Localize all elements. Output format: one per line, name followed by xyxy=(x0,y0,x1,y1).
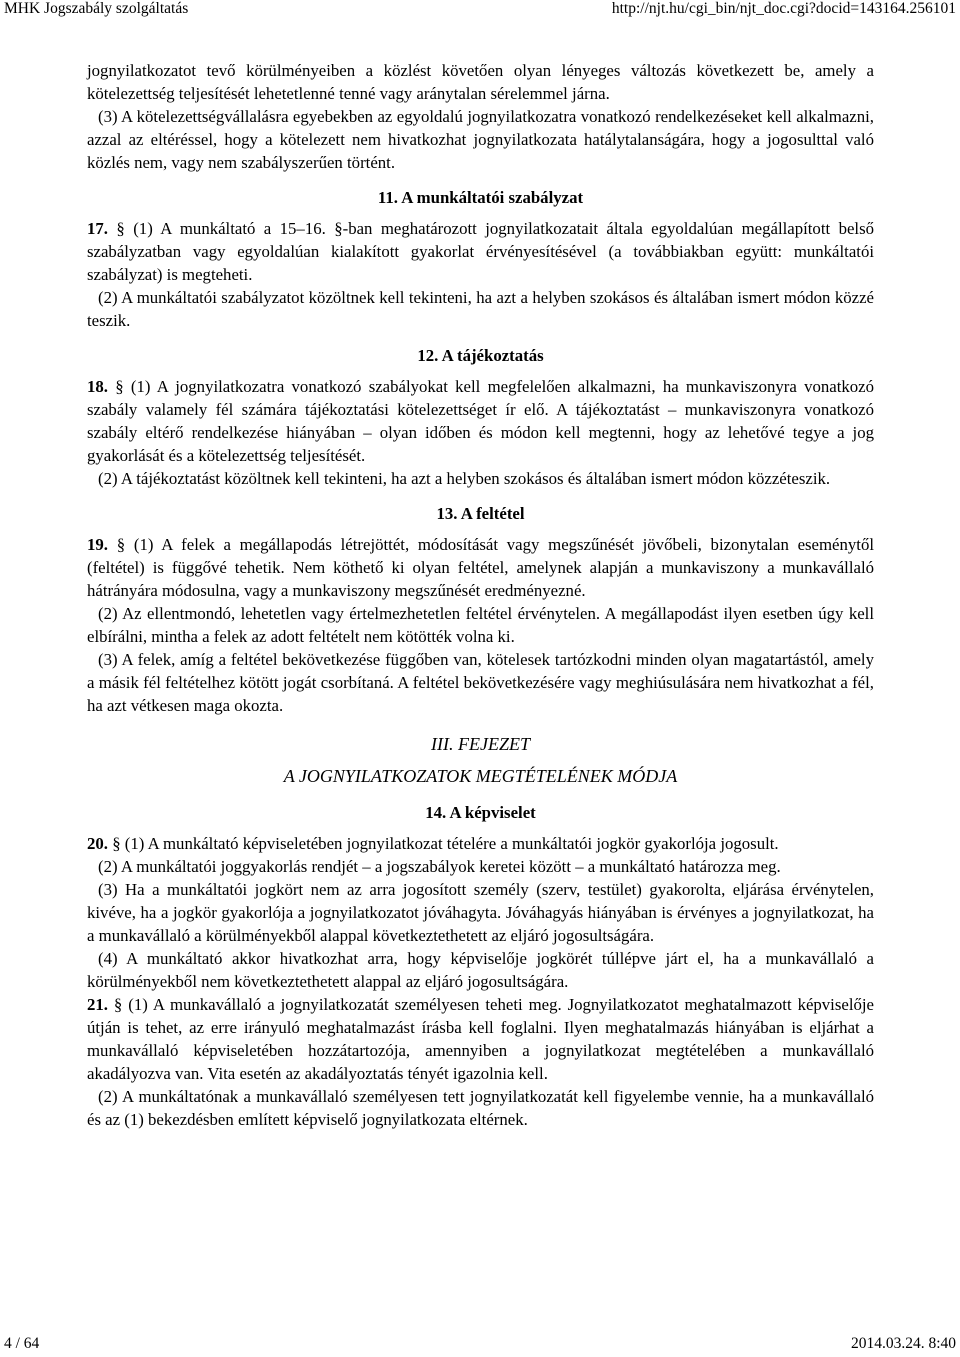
section-heading: 12. A tájékoztatás xyxy=(417,346,544,365)
paragraph: (4) A munkáltató akkor hivatkozhat arra, hogy képviselője jogkörét túllépve járt el, ha a munkavállaló a körülményekből nem következtethetett alappal az eljáró jogosultságára. xyxy=(87,949,874,991)
paragraph-text: § (1) A jognyilatkozatra vonatkozó szabályokat kell megfelelően alkalmazni, ha munkaviszonyra vonatkozó szabály valamely fél számára tájékoztatási kötelezettséget ír elő. A tájékoztatást – munkaviszonyra vonatkozó szabály eltérő rendelkezése hiányában – olyan időben és módon kell megtenni, hogy az lehetővé tegye a jog gyakorlását és a kötelezettség teljesítését. xyxy=(87,377,874,465)
section-number: 21. xyxy=(87,995,108,1014)
paragraph: (2) Az ellentmondó, lehetetlen vagy értelmezhetetlen feltétel érvénytelen. A megállapodást ilyen esetben úgy kell elbírálni, mintha a felek az adott feltételt nem kötötték volna ki. xyxy=(87,604,874,646)
section-heading: 11. A munkáltatói szabályzat xyxy=(377,188,584,207)
paragraph: (2) A munkáltatói szabályzatot közöltnek kell tekinteni, ha azt a helyben szokásos és általában ismert módon közzé teszik. xyxy=(87,288,874,330)
section-number: 20. xyxy=(87,834,108,853)
document-body xyxy=(87,59,874,1131)
paragraph xyxy=(87,832,874,855)
page-footer xyxy=(4,1335,956,1357)
paragraph xyxy=(87,993,874,1085)
header-url: http://njt.hu/cgi_bin/njt_doc.cgi?docid=143164.256101 xyxy=(611,0,956,17)
paragraph: (2) A munkáltatói joggyakorlás rendjét – a jogszabályok keretei között – a munkáltató határozza meg. xyxy=(98,857,781,876)
section-number: 18. xyxy=(87,377,108,396)
paragraph-text: § (1) A felek a megállapodás létrejöttét, módosítását vagy megszűnését jövőbeli, bizonytalan eseménytől (feltétel) is függővé tehetik. Nem köthető ki olyan feltétel, amelynek alapján a munkaviszony a munkavállaló hátrányára módosulna, vagy a munkaviszony megszűnését eredményezné. xyxy=(87,535,875,600)
paragraph: (3) A felek, amíg a feltétel bekövetkezése függőben van, kötelesek tartózkodni minden olyan magatartástól, amely a másik fél feltételhez kötött jogát csorbítaná. A feltétel bekövetkezésére vagy meghiúsulására nem hivatkozhat a fél, ha azt vétkesen maga okozta. xyxy=(87,650,874,715)
section-number: 17. xyxy=(87,219,108,238)
section-heading: 13. A feltétel xyxy=(436,504,525,523)
paragraph: (3) Ha a munkáltatói jogkört nem az arra jogosított személy (szerv, testület) gyakorolta, eljárása érvénytelen, kivéve, ha a jogkör gyakorlója a jognyilatkozatot jóváhagyta. Jóváhagyás hiányában is érvényes a jognyilatkozat, ha a munkavállaló a körülményekből alappal következtethetett az eljáró jogosultságára. xyxy=(87,880,874,945)
page-number: 4 / 64 xyxy=(4,1335,40,1352)
paragraph-text: § (1) A munkáltató képviseletében jognyilatkozat tételére a munkáltatói jogkör gyakorlója jogosult. xyxy=(112,834,779,853)
chapter-title: A JOGNYILATKOZATOK MEGTÉTELÉNEK MÓDJA xyxy=(283,766,678,786)
header-source: MHK Jogszabály szolgáltatás xyxy=(4,0,189,17)
paragraph: (2) A munkáltatónak a munkavállaló személyesen tett jognyilatkozatát kell figyelembe vennie, ha a munkavállaló és az (1) bekezdésben említett képviselő jognyilatkozata eltérnek. xyxy=(87,1087,874,1129)
paragraph: jognyilatkozatot tevő körülményeiben a közlést követően olyan lényeges változás következett be, amely a kötelezettség teljesítését lehetetlenné tenné vagy aránytalan sérelemmel járna. xyxy=(87,61,874,103)
paragraph xyxy=(87,217,874,286)
chapter-number: III. FEJEZET xyxy=(431,734,530,754)
page-header xyxy=(4,0,956,20)
print-datetime: 2014.03.24. 8:40 xyxy=(850,1335,956,1352)
paragraph: (3) A kötelezettségvállalásra egyebekben az egyoldalú jognyilatkozatra vonatkozó rendelkezéseket kell alkalmazni, azzal az eltéréssel, hogy a kötelezett nem hivatkozhat jognyilatkozata hatálytalanságára, hogy a jogosulttal való közlés nem, vagy nem szabályszerűen történt. xyxy=(87,107,874,172)
paragraph-text: § (1) A munkáltató a 15–16. §-ban meghatározott jognyilatkozatait általa egyoldalúan megállapított belső szabályzatban vagy egyoldalúan kialakított gyakorlat érvényesítésével (a továbbiakban együtt: munkáltatói szabályzat) is megteheti. xyxy=(87,219,874,284)
section-heading: 14. A képviselet xyxy=(425,803,536,822)
section-number: 19. xyxy=(87,535,108,554)
paragraph xyxy=(87,375,874,467)
paragraph: (2) A tájékoztatást közöltnek kell tekinteni, ha azt a helyben szokásos és általában ismert módon közzéteszik. xyxy=(98,469,831,488)
paragraph xyxy=(87,533,874,602)
paragraph-text: § (1) A munkavállaló a jognyilatkozatát személyesen teheti meg. Jognyilatkozatot meghatalmazott képviselője útján is tehet, az erre irányuló meghatalmazást írásba kell foglalni. Ilyen meghatalmazás hiányában is eljárhat a munkavállaló képviseletében hozzátartozója, amennyiben a jognyilatkozat megtételében a munkavállaló akadályozva van. Vita esetén az akadályoztatás tényét igazolnia kell. xyxy=(87,995,874,1083)
